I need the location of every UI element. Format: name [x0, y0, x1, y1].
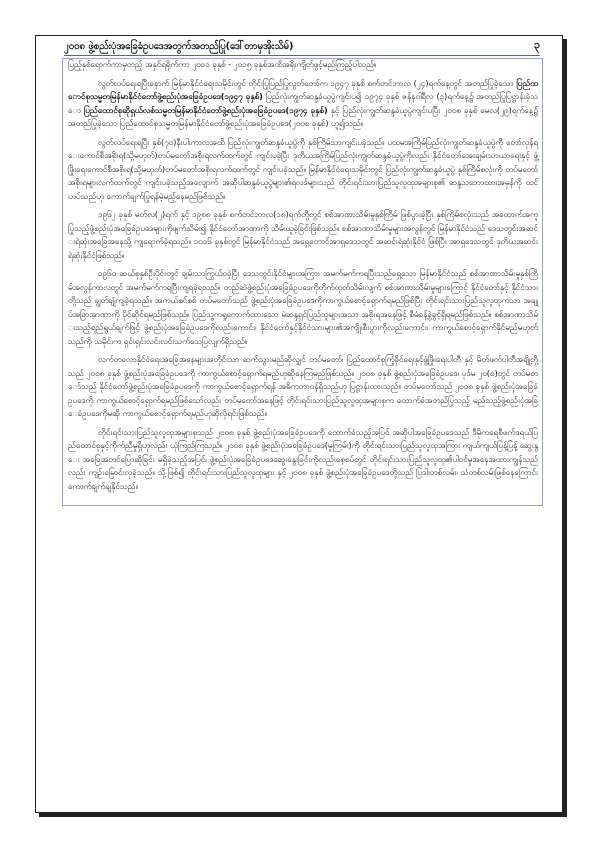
paragraph: လွတ်လပ်ရေးရပြီး နှစ်(၇၀)နီးပါးကာလအထိ ပြည်လုံးကျွတ်ဆန္ဒခံယူပွဲကို နှစ်ကြိမ်သာကျင်းပခဲ့သည်။ ပထမအကြိမ်ပြည်လုံးကျွတ်ဆန္ဒခံယူပွဲကို တော်လှန်ရေးကောင်စီအစိုးရ(သို့မဟုတ်)တပ်မတော်အစိုးရလက်ထက်တွင် ကျင်းပခဲ့ပြီး ဒုတိယအကြိမ်ပြည်လုံးကျွတ်ဆန္ဒခံယူပွဲကိုလည်း နိုင်ငံတော်အေးချမ်းသာယာရေးနှင့် ဖွံ့ဖြိုးရေးကောင်စီအစိုးရ(သို့မဟုတ်)တပ်မတော်အစိုးရလက်ထက်တွင် ကျင်းပခဲ့သည်။ မြန်မာနိုင်ငံရေးသမိုင်းတွင် ပြည်လုံးကျွတ်ဆန္ဒခံယူပွဲ နှစ်ကြိမ်စလုံးကို တပ်မတော်အစိုးရများလက်ထက်တွင် ကျင်းပခဲ့သည့်အလျောက် အဆိုပါဆန္ဒခံယူပွဲများ၏ရလဒ်များသည် တိုင်းရင်းသားပြည်သူလူထုအများစု၏ ဆန္ဒသဘောထားအမှန်ကို ထင်ဟပ်သည်ဟု ကောက်ချက်ပြုရန်မဲ့မည့်နေမည်ဖြစ်သည်။ [68, 136, 538, 201]
bold-title: ပြည်ထောင်စုသမ္မတမြန်မာနိုင်ငံတော်ဖွဲ့စည်းပုံအခြေခံဥပဒေ(၁၉၄၇ ခုနှစ်) [68, 77, 538, 101]
bold-title: ပြည်ထောင်စုဆိုရှယ်လစ်သမ္မတမြန်မာနိုင်ငံတော်ဖွဲ့စည်းပုံအခြေခံဥပဒေ(၁၉၇၄ ခုနှစ်) [83, 104, 328, 115]
paragraph: ၁၉၆၀ ဆယ်စုနှစ်ဦးပိုင်းတွင် ချမ်းသာကြွယ်ဝခဲ့ပြီး ဒေသတွင်းနိုင်ငံများအကြား အမက်မက်ကရပြီးသည်ရှေ့သော မြန်မာနိုင်ငံသည် စစ်အာဏာသိမ်းမှုနှစ်ကြိမ်အလွန်ကာလတွင် အမက်မက်ကရပြီးကျရခဲ့ရသည်။ တည်ဆဲဖွဲ့စည်းပုံအခြေခံဥပဒေကိုတိုက်ထုတ်သိမ်းလျက် စစ်အာဏာသိမ်းမှုများကြောင့် နိုင်ငံတော်နှင့် နိုင်ငံသားတို့သည် ချွတ်ချုံကျခဲ့ရသည်။ အကယ်စင်စစ် တပ်မတော်သည် ဖွဲ့စည်းပုံအခြေခံဥပဒေကိုကာကွယ်စောင့်ရှောက်ရမည်ဖြစ်ပြီး တိုင်းရင်းသားပြည်သူလူထုကသာ အချုပ်အခြာအာဏာကို ပိုင်ဆိုင်ရမည်ဖြစ်သည်။ ပြည်သူ့ကရှုကောက်ထားသော မဲဆန္ဒရှင်ပြည်သူများအသာ အစိုးရအနေဖြင့် စီမံခန့်ခွဲခွင့်ရှိရမည်ဖြစ်သည်။ စစ်အာဏာသိမ်းသည့်ရည်ရွယ်ချက်ဖြင့် ဖွဲ့စည်းပုံအခြေခံဥပဒေကိုလည်းကောင်း၊ နိုင်ငံတော်နှင့်နိုင်ငံသားများ၏အကျိုးစီးပွားကိုလည်းကောင်း၊ ကာကွယ်စောင့်ရှောက်နိုင်မည်မဟုတ်သည်ကို သမိုင်းက ရှင်းရှင်းလင်းလင်းသက်သေပြလျက်ရှိသည်။ [68, 268, 538, 346]
page-shadow-right [563, 39, 567, 817]
paragraph: ၁၉၆၂ ခုနှစ် မတ်လ(၂)ရက် နှင့် ၁၉၈၈ ခုနှစ် စက်တင်ဘာလ(၁၈)ရက်တို့တွင် စစ်အာဏာသိမ်းမှုနှစ်ကြိမ် ဖြစ်ပွားခဲ့ပြီး နှစ်ကြိမ်စလုံးသည် အထောက်အကူပြုသည့်ဖွဲ့စည်းပုံအခြေခံဥပဒေများကိုဖျက်သိမ်း၍ နိုင်ငံတော်အာဏာကို သိမ်းယူခဲ့ခြင်းဖြစ်သည်။ စစ်အာဏာသိမ်းမှုများအလွန်တွင် မြန်မာနိုင်ငံသည် ဒေသတွင်းအဆင်းရဲဆုံးအခြေအနေသို့ ကျရောက်ခဲ့ရသည်။ ၁၀၁၆ ခုနှစ်တွင် မြန်မာနိုင်ငံသည် အရှေ့တောင်အာရှဒေသတွင် အဆင်းရဲဆုံးနိုင်ငံ ဖြစ်ပြီး အာရှဒေသတွင် ဒုတိယအဆင်းရဲဆုံးနိုင်ငံဖြစ်သည်။ [68, 209, 538, 260]
page-number: ၃ [533, 38, 540, 51]
header-title: ၂၀၀၈ ဖွဲ့စည်းပုံအခြေခံဥပဒေအတွက်အတည်ပြု(ဒေါ်တာမှအိုးသိမ်) [64, 41, 294, 52]
header-rule [64, 55, 540, 56]
body-text [68, 58, 538, 498]
page-shadow-bottom [39, 813, 567, 817]
paragraph: တိုင်းရင်းသားပြည်သူလူထုအများစုသည် ၂၀၀၈ ခုနှစ် ဖွဲ့စည်းပုံအခြေခံဥပဒေကို ထောက်ခံသည့်အပြင် အဆိုပါအခြေခံဥပဒေသည် ဒီမိုကရေစီဖက်ဒရယ်ပြည်ထောင်စုနှင့်ကိုက်ညီမှုရှိဟုလည်း ယုံကြည်ကြသည်။ ၂၀၀၈ ခုနှစ် ဖွဲ့စည်းပုံအခြေခံဥပဒေ(မူကြမ်း)ကို တိုင်းရင်းသားပြည်သူလူထုအကြား ကျယ်ကျယ်ပြန့်ပြန့် ဆွေးနွေး အခြေအတင်ပြောဆိုခြင်း မရှိခဲ့သည့်အပြင်၊ ဖွဲ့စည်းပုံအခြေခံဥပဒေဆွေးနွေးခြင်းကိုလည်းစေ့စပ်တွင် တိုင်းရင်းသားပြည်သူလူထု၏ပါဝင်မှုအနေအထားကျွန်သည်လည်း ကျဉ်းမြောင်းလှခဲ့သည်။ သို့ဖြစ်၍ တိုင်းရင်းသားပြည်သူလူထုများ နှင့် ၂၀၀၈ ခုနှစ် ဖွဲ့စည်းပုံအခြေခံဥပဒေတို့သည် ပြဒါးတစ်လမ်း၊ သံတစ်လမ်းဖြစ်နေကြောင်းကောက်ချက်ချနိုင်သည်။ [68, 426, 538, 491]
paragraph: လွတ်လပ်ရေးရပြီးနောက် မြန်မာနိုင်ငံရေးသမိုင်းတွင် တိုင်းပြုပြည်ပြုလွတ်တော်က ၁၉၄၇ ခုနှစ် စက်တင်ဘာလ (၂၄)ရက်နေ့တွင် အတည်ပြုခဲ့သော ပြည်ထောင်စုသမ္မတမြန်မာနိုင်ငံတော်ဖွဲ့စည်းပုံအခြေခံဥပဒေ(၁၉၄၇ ခုနှစ်) ပြည်လုံးကျွတ်ဆန္ဒခံယူပွဲကျင်းပ၍ ၁၉၇၄ ခုနှစ် ဇန်နဝါရီလ (၃)ရက်နေ့၌ အတည်ပြုပြဋ္ဌာန်းခဲ့သော ပြည်ထောင်စုဆိုရှယ်လစ်သမ္မတမြန်မာနိုင်ငံတော်ဖွဲ့စည်းပုံအခြေခံဥပဒေ(၁၉၇၄ ခုနှစ်) နှင့် ပြည်လုံးကျွတ်ဆန္ဒခံယူပွဲကျင်းပပြီး ၂၀၀၈ ခုနှစ် မေလ(၂၉)ရက်နေ့၌ အတည်ပြုခဲ့သော ပြည်ထောင်စုသမ္မတမြန်မာနိုင်ငံတော်ဖွဲ့စည်းပုံအခြေခံဥပဒေ(၂၀၀၈ ခုနှစ်) ဟူ၍သည်။ [68, 77, 538, 128]
paragraph: ပြည့်နှစ်ရောက်ကာမှတည့် အနှင်ရရိုက်ကာ ၂၀၁၁ ခုနှစ် - ၂၀၁၅ ခုနှစ်အထိအရိုးကျိတ်ဖွင့်မည်ကြည့်ပါသည်။ [68, 59, 377, 69]
paragraph: လက်တလောနိုင်ငံရေးအခြေအနေများအတိုင်းသာ ဆက်သွားမည်ဆိုလျှင် တပ်မတော်၊ ပြည်ထောင်စုကြံ့ခိုင်ရေးနှင့်ဖွံ့ဖြိုးရေးပါတီ နှင့် မိတ်ဖက်ပါတီအချို့တို့သည် ၂၀၀၈ ခုနှစ် ဖွဲ့စည်းပုံအခြေခံဥပဒေကို ကာကွယ်စောင့်ရှောက်ရမည်ဟုဆိုနေကြမည်ဖြစ်သည်။ ၂၀၀၈ ခုနှစ် ဖွဲ့စည်းပုံအခြေခံဥပဒေ၊ ပုဒ်မ ၂၀(စ)တွင် တပ်မတော်သည် နိုင်ငံတော်ဖွဲ့စည်းပုံအခြေခံဥပဒေကို ကာကွယ်စောင့်ရှောက်ရန် အဓိကတာဝန်ရှိသည်ဟု ပြဋ္ဌာန်းထားသည်။ တပ်မတော်သည် ၂၀၀၈ ခုနှစ် ဖွဲ့စည်းပုံအခြေခံဥပဒေကို ကာကွယ်စောင့်ရှောက်ရမည်ဖြစ်သော်လည်း တပ်မတော်အနေဖြင့် တိုင်းရင်းသားပြည်သူလူထုအများစုက ထောက်ခံအတည်ပြုသည့် မည်သည့်ဖွဲ့စည်းပုံအခြေခံဥပဒေကိုမဆို ကာကွယ်စောင့်ရှောက်ရမည်ဟုဆိုလိုရင်းဖြစ်သည်။ [68, 354, 538, 418]
running-header [64, 38, 540, 54]
